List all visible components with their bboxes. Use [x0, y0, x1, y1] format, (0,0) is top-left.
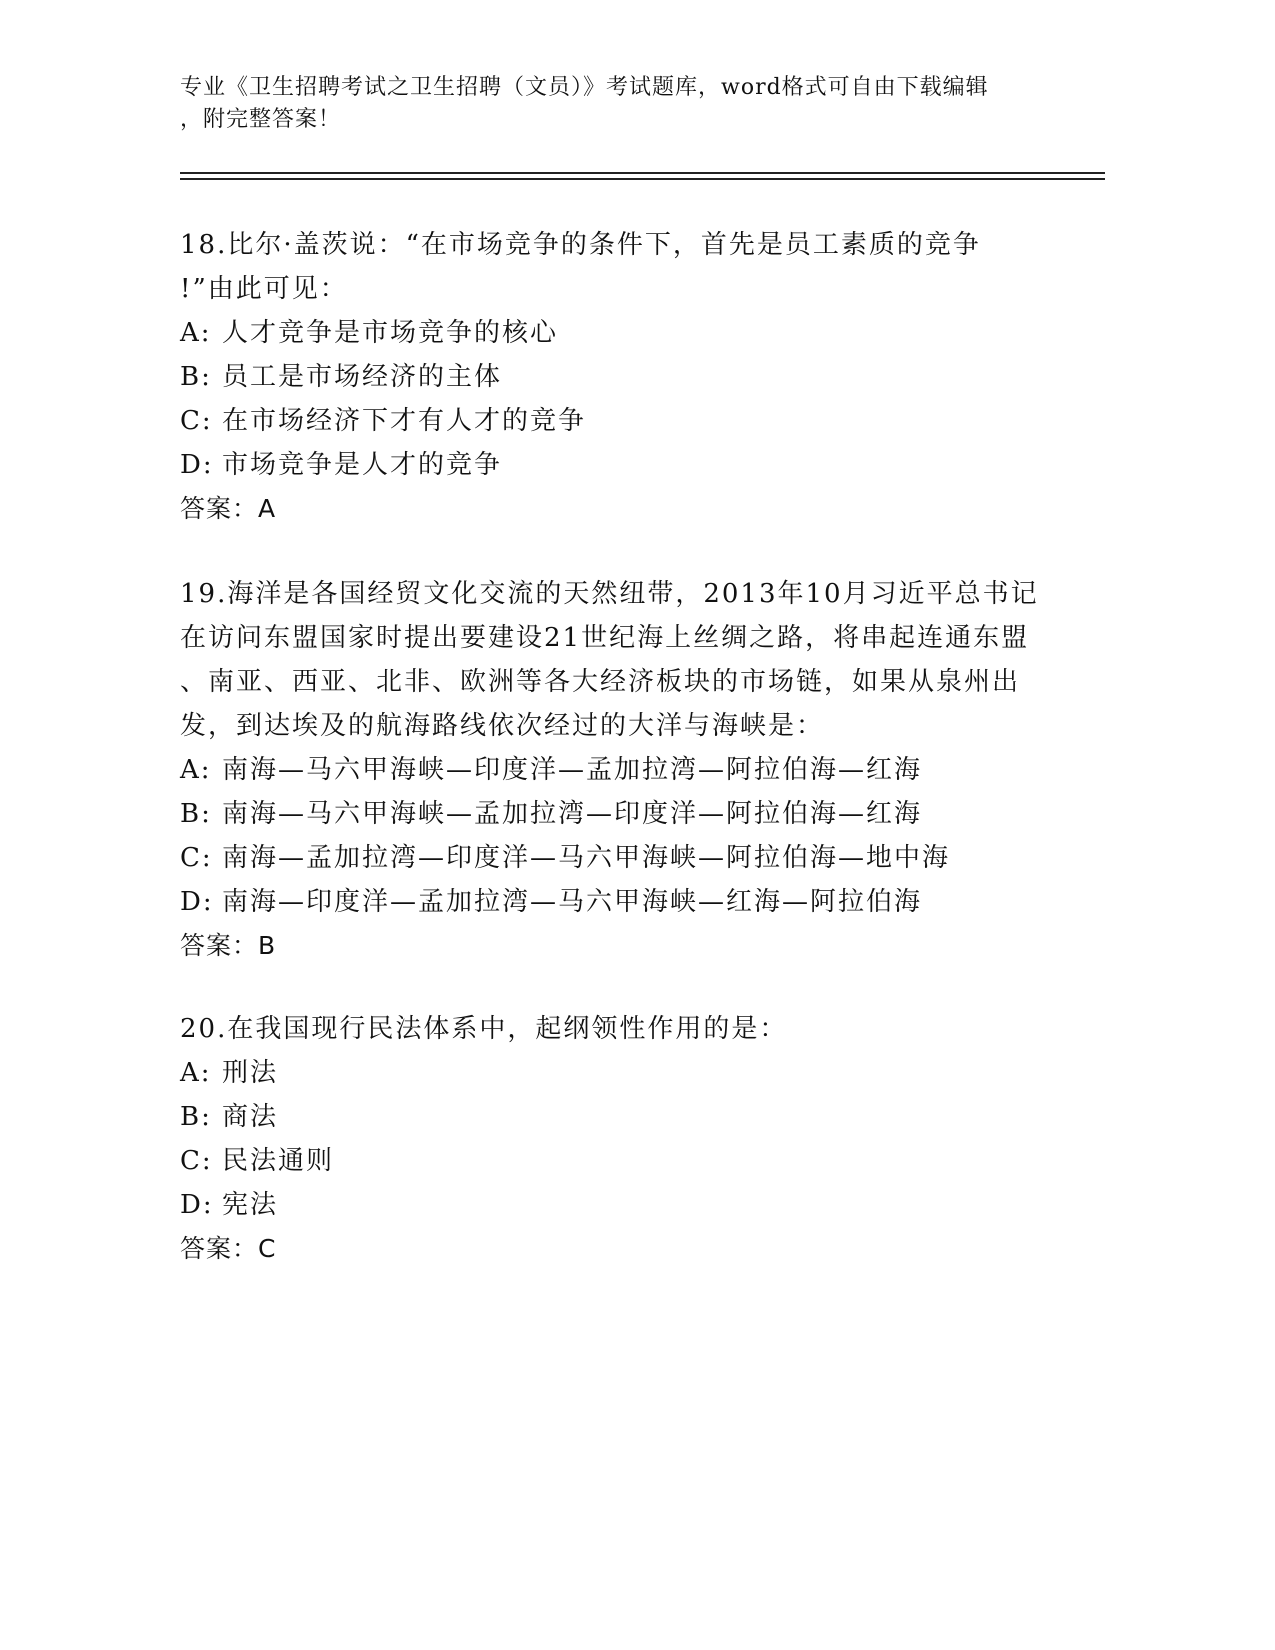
question-20 — [180, 1007, 1080, 1271]
option-text: 商法 — [222, 1102, 279, 1132]
option-b — [180, 1095, 1080, 1139]
question-18 — [180, 223, 1080, 531]
option-label: A: — [180, 755, 212, 785]
option-text: 南海—印度洋—孟加拉湾—马六甲海峡—红海—阿拉伯海 — [222, 887, 923, 917]
option-c — [180, 1139, 1080, 1183]
option-a — [180, 1051, 1080, 1095]
option-d — [180, 1183, 1080, 1227]
question-text: 20.在我国现行民法体系中，起纲领性作用的是： — [180, 1014, 788, 1044]
option-text: 在市场经济下才有人才的竞争 — [222, 406, 587, 436]
option-text: 刑法 — [222, 1058, 279, 1088]
option-text: 南海—马六甲海峡—印度洋—孟加拉湾—阿拉伯海—红海 — [222, 755, 923, 785]
answer: 答案：B — [180, 931, 277, 960]
option-label: A: — [180, 1058, 212, 1088]
header-rule-top — [180, 172, 1105, 174]
option-label: C: — [180, 406, 213, 436]
option-label: B: — [180, 362, 212, 392]
option-b — [180, 355, 1080, 399]
question-text: 在访问东盟国家时提出要建设21世纪海上丝绸之路，将串起连通东盟 — [180, 623, 1030, 653]
answer: 答案：C — [180, 1234, 277, 1263]
option-label: B: — [180, 1102, 212, 1132]
option-text: 宪法 — [222, 1190, 279, 1220]
option-text: 人才竞争是市场竞争的核心 — [222, 318, 559, 348]
question-19 — [180, 572, 1080, 968]
option-text: 市场竞争是人才的竞争 — [222, 450, 503, 480]
option-label: C: — [180, 1146, 213, 1176]
option-text: 南海—马六甲海峡—孟加拉湾—印度洋—阿拉伯海—红海 — [222, 799, 923, 829]
option-a — [180, 311, 1080, 355]
option-c — [180, 836, 1080, 880]
question-text: 、南亚、西亚、北非、欧洲等各大经济板块的市场链，如果从泉州出 — [180, 667, 1021, 697]
question-text: 19.海洋是各国经贸文化交流的天然纽带，2013年10月习近平总书记 — [180, 579, 1039, 609]
question-text: 18.比尔·盖茨说：“在市场竞争的条件下，首先是员工素质的竞争 — [180, 230, 981, 260]
option-label: D: — [180, 1190, 214, 1220]
answer: 答案：A — [180, 494, 277, 523]
option-label: D: — [180, 450, 214, 480]
option-d — [180, 880, 1080, 924]
header-rule-bottom — [180, 178, 1105, 180]
question-text: !”由此可见： — [180, 274, 348, 304]
option-label: C: — [180, 843, 213, 873]
option-text: 南海—孟加拉湾—印度洋—马六甲海峡—阿拉伯海—地中海 — [222, 843, 951, 873]
option-b — [180, 792, 1080, 836]
header-line: 专业《卫生招聘考试之卫生招聘（文员）》考试题库，word格式可自由下载编辑 — [180, 75, 989, 100]
option-text: 民法通则 — [222, 1146, 335, 1176]
question-text: 发，到达埃及的航海路线依次经过的大洋与海峡是： — [180, 711, 825, 741]
option-label: D: — [180, 887, 214, 917]
option-label: B: — [180, 799, 212, 829]
document-header — [180, 72, 1060, 136]
option-a — [180, 748, 1080, 792]
option-d — [180, 443, 1080, 487]
header-line: ，附完整答案！ — [180, 107, 342, 132]
option-label: A: — [180, 318, 212, 348]
option-text: 员工是市场经济的主体 — [222, 362, 503, 392]
option-c — [180, 399, 1080, 443]
